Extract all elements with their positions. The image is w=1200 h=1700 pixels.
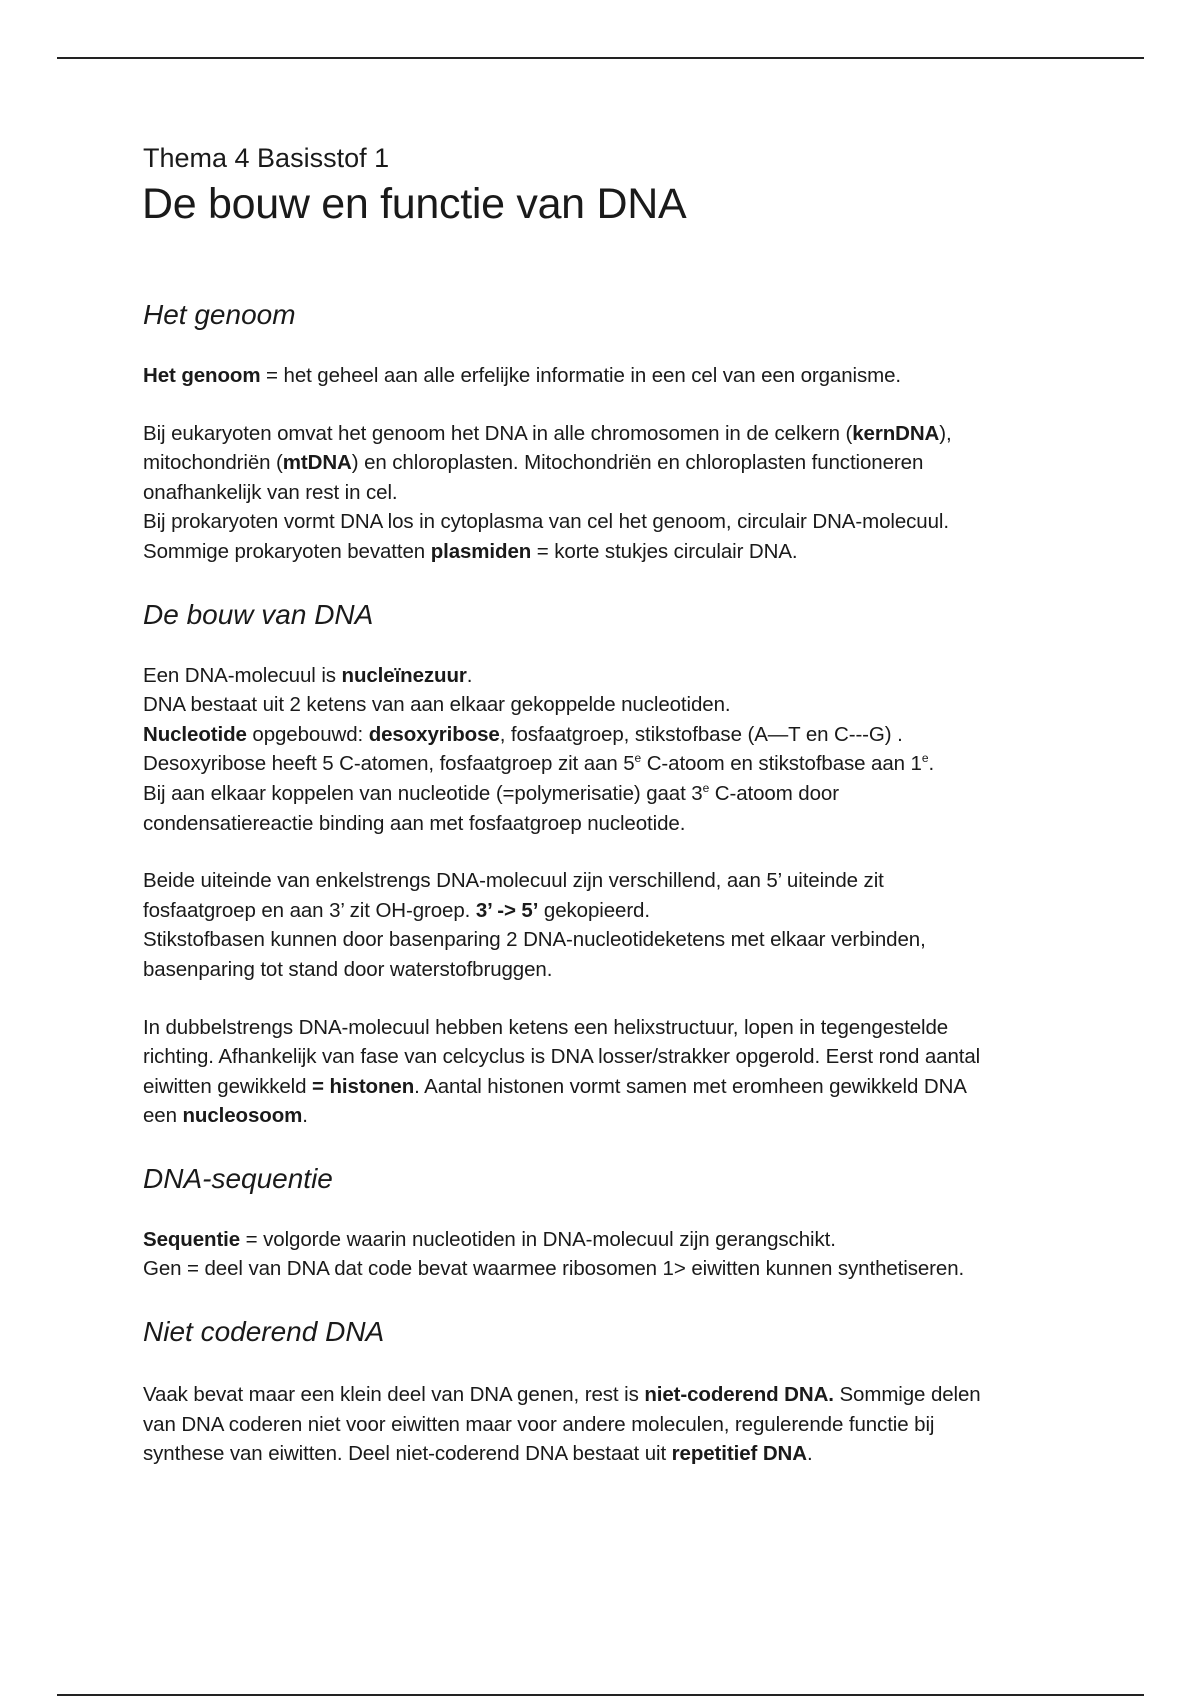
bottom-rule — [57, 1694, 1144, 1696]
section-heading-genoom: Het genoom — [143, 299, 296, 330]
term-repetitief-dna: repetitief DNA — [671, 1442, 807, 1466]
paragraph-bouw-2: Beide uiteinde van enkelstrengs DNA-molecuul zijn verschillend, aan 5’ uiteinde zit fosfaatgroep en aan 3’ zit OH-groep. 3’ -> 5’ gekopieerd. Stikstofbasen kunnen door basenparing 2 DNA-nucleotideketens met elkaar verbinden, basenparing tot stand door waterstofbruggen. — [143, 869, 926, 981]
term-nucleosoom: nucleosoom — [182, 1104, 303, 1128]
term-kerndna: kernDNA — [852, 421, 940, 445]
paragraph-genoom-definition: Het genoom = het geheel aan alle erfelijke informatie in een cel van een organisme. — [143, 364, 902, 387]
term-3-5-copy: 3’ -> 5’ — [475, 898, 539, 922]
section-genoom — [143, 297, 1073, 567]
document-title: De bouw en functie van DNA — [142, 180, 687, 228]
term-sequentie: Sequentie — [143, 1227, 241, 1251]
section-heading-niet-coderend: Niet coderend DNA — [143, 1316, 385, 1348]
term-nucleotide: Nucleotide — [143, 722, 247, 746]
document-subtitle: Thema 4 Basisstof 1 — [143, 143, 390, 173]
term-histonen: = histonen — [312, 1074, 415, 1098]
document-page — [143, 140, 1073, 1469]
section-niet-coderend — [143, 1314, 1073, 1469]
section-bouw — [143, 597, 1073, 1131]
section-heading-sequentie: DNA-sequentie — [143, 1162, 333, 1194]
section-heading-bouw: De bouw van DNA — [143, 598, 374, 630]
paragraph-bouw-3: In dubbelstrengs DNA-molecuul hebben ketens een helixstructuur, lopen in tegengestelde richting. Afhankelijk van fase van celcyclus is DNA losser/strakker opgerold. Eerst rond aantal eiwitten gewikkeld = histonen. Aantal histonen vormt samen met eromheen gewikkeld DNA een nucleosoom. — [143, 1015, 981, 1128]
term-het-genoom: Het genoom — [143, 364, 261, 387]
term-mtdna: mtDNA — [282, 451, 352, 475]
paragraph-bouw-1: Een DNA-molecuul is nucleïnezuur. DNA bestaat uit 2 ketens van aan elkaar gekoppelde nucleotiden. Nucleotide opgebouwd: desoxyribose, fosfaatgroep, stikstofbase (A—T en C---G) . Desoxyribose heeft 5 C-atomen, fosfaatgroep zit aan 5e C-atoom en stikstofbase aan 1e. Bij aan elkaar koppelen van nucleotide (=polymerisatie) gaat 3e C-atoom door condensatiereactie binding aan met fosfaatgroep nucleotide. — [143, 663, 935, 835]
paragraph-sequentie: Sequentie = volgorde waarin nucleotiden in DNA-molecuul zijn gerangschikt. Gen = deel van DNA dat code bevat waarmee ribosomen 1> eiwitten kunnen synthetiseren. — [143, 1227, 965, 1281]
term-desoxyribose: desoxyribose — [368, 722, 500, 746]
top-rule — [57, 57, 1144, 59]
paragraph-niet-coderend: Vaak bevat maar een klein deel van DNA genen, rest is niet-coderend DNA. Sommige delen van DNA coderen niet voor eiwitten maar voor andere moleculen, regulerende functie bij synthese van eiwitten. Deel niet-coderend DNA bestaat uit repetitief DNA. — [143, 1383, 981, 1466]
term-plasmiden: plasmiden — [430, 539, 532, 563]
term-niet-coderend-dna: niet-coderend DNA. — [644, 1383, 834, 1407]
term-nucleinezuur: nucleïnezuur — [341, 663, 467, 687]
section-sequentie — [143, 1161, 1073, 1284]
paragraph-genoom-body: Bij eukaryoten omvat het genoom het DNA in alle chromosomen in de celkern (kernDNA), mitochondriën (mtDNA) en chloroplasten. Mitochondriën en chloroplasten functioneren onafhankelijk van rest in cel. Bij prokaryoten vormt DNA los in cytoplasma van cel het genoom, circulair DNA-molecuul. Sommige prokaryoten bevatten plasmiden = korte stukjes circulair DNA. — [143, 421, 952, 563]
